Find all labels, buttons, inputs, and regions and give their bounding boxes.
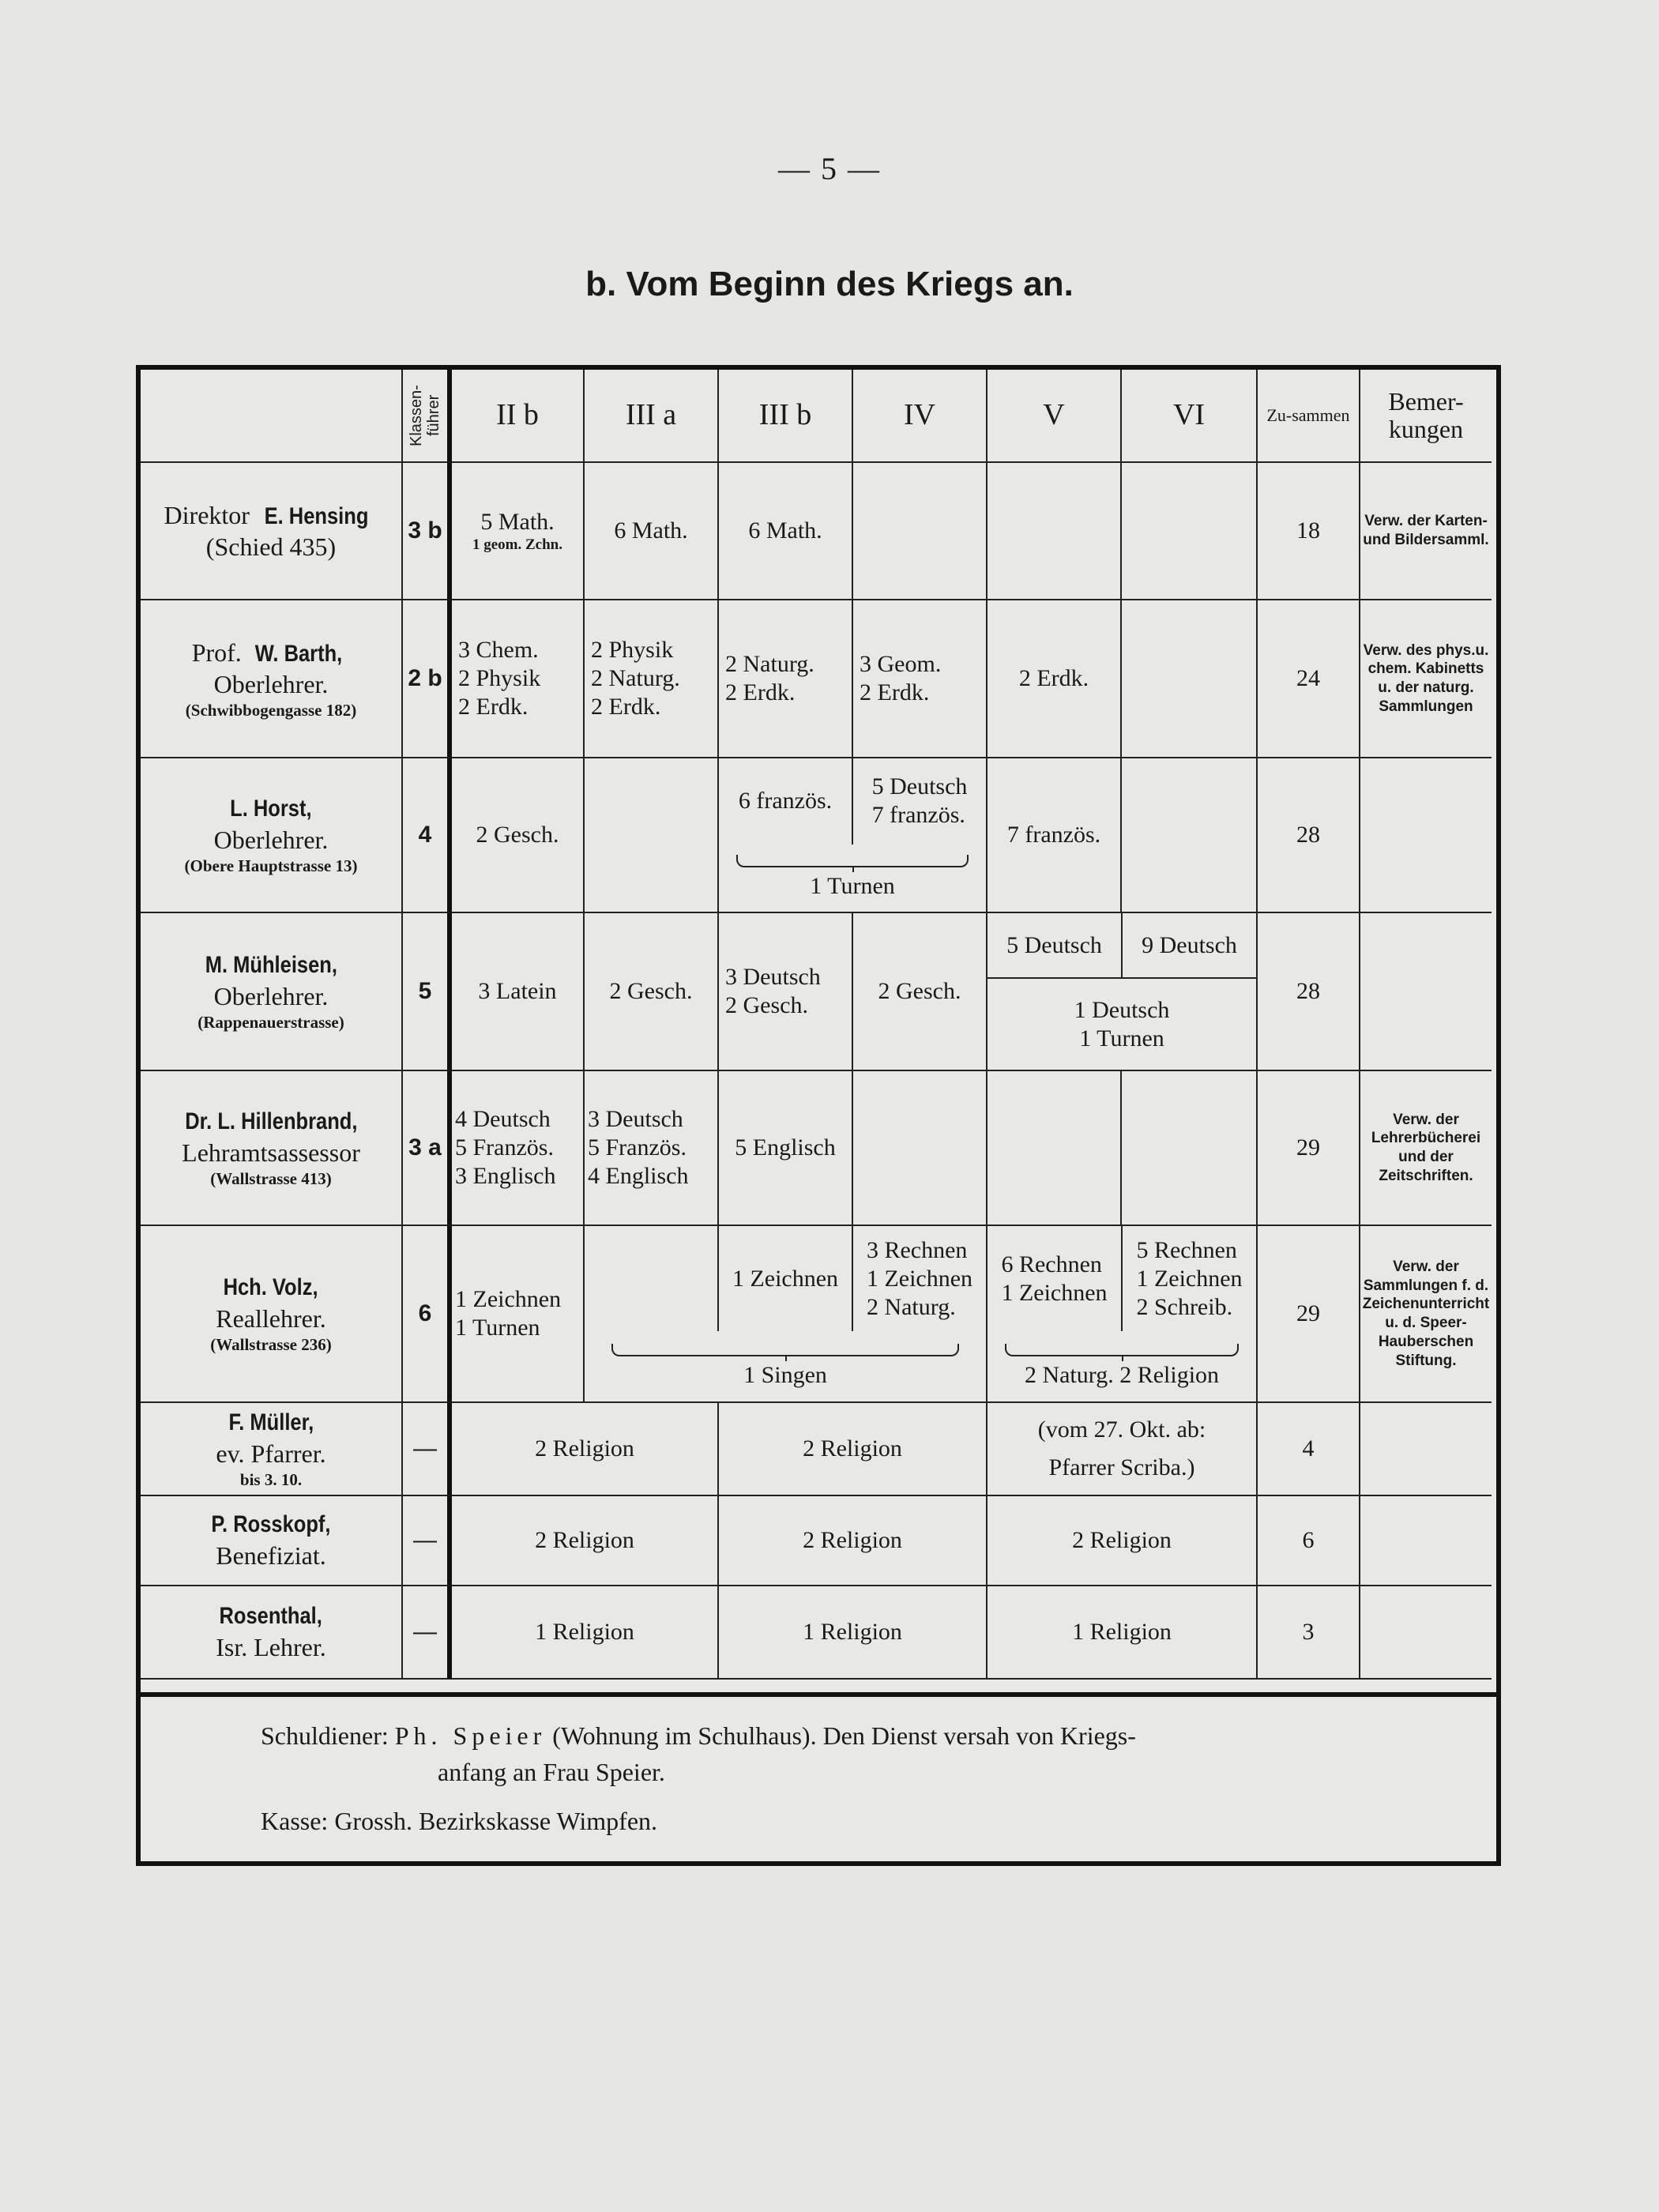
cell-v: 2 Erdk.: [988, 600, 1122, 758]
joint-bottom: [988, 1331, 1256, 1401]
teacher-name: W. Barth,: [255, 640, 343, 667]
cell-v-vi: 2 Religion: [988, 1496, 1258, 1586]
teacher-table: [136, 365, 1501, 1866]
cell-remark: Verw. des phys.u. chem. Kabinetts u. der naturg. Sammlungen: [1360, 600, 1492, 758]
teacher-title: Oberlehrer.: [213, 825, 329, 854]
note: Pfarrer Scriba.): [1048, 1454, 1195, 1480]
cell-iiia: [585, 1226, 719, 1331]
footer-label: Kasse:: [261, 1807, 329, 1835]
lesson: 6 Rechnen: [1001, 1251, 1102, 1277]
cell-iib-iiia: 2 Religion: [452, 1496, 719, 1586]
klassenfuehrer-cell: 3 b: [403, 463, 452, 600]
lesson: 2 Physik: [591, 637, 674, 663]
cell-iib: 3 Latein: [452, 913, 585, 1071]
cell-v: [988, 463, 1122, 600]
lesson: 1 Zeichnen: [732, 1265, 839, 1292]
cell-lines: [591, 636, 680, 721]
cell-remark: Verw. der Sammlungen f. d. Zeichenunterricht u. d. Speer-Hauberschen Stiftung.: [1360, 1226, 1492, 1403]
cell-total: 3: [1258, 1586, 1360, 1680]
lesson: 5 Deutsch: [1006, 931, 1102, 958]
joint-bottom: [988, 979, 1256, 1070]
cell-iiib-iv: 1 Religion: [719, 1586, 988, 1680]
cell-lines: [472, 508, 562, 555]
cell-iiia-iv-joint: [585, 1226, 988, 1403]
lesson: 3 Rechnen: [866, 1236, 968, 1263]
joint-wrapper: [719, 758, 986, 912]
teacher-title: ev. Pfarrer.: [216, 1439, 326, 1468]
header-vi: VI: [1122, 370, 1258, 463]
teacher-name: E. Hensing: [265, 502, 369, 529]
teacher-barth: [141, 600, 403, 758]
joint-wrapper: [988, 913, 1256, 1070]
cell-total: 28: [1258, 758, 1360, 913]
teacher-name-line: [192, 637, 351, 669]
cell-lines: [455, 1105, 556, 1191]
cell-total: 6: [1258, 1496, 1360, 1586]
header-bemerkungen: Bemer-kungen: [1360, 370, 1492, 463]
header-klassenfuehrer-label: Klassen-führer: [408, 385, 442, 446]
joint-bottom: [719, 845, 986, 912]
header-klassenfuehrer: [403, 370, 452, 463]
lesson: 2 Erdk.: [591, 694, 661, 720]
table-grid: [141, 370, 1496, 1680]
footer-schuldiener-cont: anfang an Frau Speier.: [438, 1758, 665, 1786]
cell-v: [988, 1071, 1122, 1226]
cell-iiia: 6 Math.: [585, 463, 719, 600]
cell-iib: [452, 1071, 585, 1226]
joint-top: [585, 1226, 986, 1331]
teacher-prefix: Prof.: [191, 638, 242, 667]
table-footer: [141, 1692, 1496, 1861]
lesson: 6 französ.: [738, 788, 833, 814]
teacher-mueller: [141, 1403, 403, 1496]
teacher-title: Reallehrer.: [216, 1304, 326, 1333]
teacher-name: F. Müller,: [228, 1409, 314, 1436]
cell-iiib-iv-joint: [719, 758, 988, 913]
teacher-title: Isr. Lehrer.: [216, 1632, 326, 1661]
joint-lesson: 1 Deutsch: [1074, 996, 1170, 1023]
lesson: 2 Naturg.: [725, 651, 814, 677]
footer-label: Schuldiener:: [261, 1721, 389, 1750]
cell-lines: [1074, 996, 1170, 1053]
cell-total: 28: [1258, 913, 1360, 1071]
cell-iv: 2 Gesch.: [853, 913, 988, 1071]
cell-iv: [853, 600, 988, 758]
joint-wrapper: [988, 1226, 1256, 1401]
teacher-hensing: [141, 463, 403, 600]
teacher-name: M. Mühleisen,: [205, 952, 337, 979]
teacher-title: Lehramtsassessor: [182, 1138, 360, 1167]
joint-bottom: [585, 1331, 986, 1401]
klassenfuehrer-cell: 2 b: [403, 600, 452, 758]
teacher-name: P. Rosskopf,: [211, 1511, 331, 1538]
brace-mark: [1005, 1344, 1239, 1356]
lesson: 1 geom. Zchn.: [472, 536, 562, 553]
footer-kasse: [261, 1803, 657, 1839]
cell-vi: [1122, 463, 1258, 600]
lesson: 5 Französ.: [455, 1134, 554, 1161]
cell-remark: [1360, 1586, 1492, 1680]
cell-iiia: [585, 758, 719, 913]
cell-iib: [452, 1226, 585, 1403]
section-heading: b. Vom Beginn des Kriegs an.: [585, 265, 1074, 303]
teacher-address: (Wallstrasse 413): [210, 1168, 332, 1188]
joint-top: [988, 913, 1256, 979]
joint-lesson: 2 Naturg. 2 Religion: [1024, 1361, 1220, 1388]
joint-lesson: 1 Singen: [743, 1361, 827, 1388]
joint-top: [988, 1226, 1256, 1331]
cell-iv: [853, 758, 986, 845]
cell-iiia: [585, 1071, 719, 1226]
lesson: 5 Französ.: [588, 1134, 687, 1161]
cell-v-vi: 1 Religion: [988, 1586, 1258, 1680]
cell-vi: [1123, 913, 1256, 977]
cell-iiia: [585, 600, 719, 758]
cell-iiib-iv: 2 Religion: [719, 1403, 988, 1496]
header-teacher: [141, 370, 403, 463]
cell-vi: [1122, 600, 1258, 758]
cell-iv: [853, 1226, 986, 1331]
cell-lines: [1001, 1251, 1107, 1307]
lesson: 3 Englisch: [455, 1163, 556, 1189]
joint-lesson: 1 Turnen: [1079, 1025, 1164, 1051]
cell-iiib: 6 Math.: [719, 463, 853, 600]
lesson: 2 Physik: [458, 665, 541, 691]
cell-remark: [1360, 913, 1492, 1071]
lesson: 2 Erdk.: [860, 679, 930, 705]
teacher-rosskopf: [141, 1496, 403, 1586]
cell-iv: [853, 463, 988, 600]
joint-wrapper: [585, 1226, 986, 1401]
lesson: 5 Deutsch: [871, 773, 968, 800]
cell-iib: [452, 463, 585, 600]
header-v: V: [988, 370, 1122, 463]
cell-v-vi-joint: [988, 913, 1258, 1071]
cell-total: 18: [1258, 463, 1360, 600]
cell-lines: [872, 773, 968, 830]
teacher-title: Oberlehrer.: [213, 981, 329, 1010]
teacher-name: L. Horst,: [230, 796, 312, 822]
cell-iiia: 2 Gesch.: [585, 913, 719, 1071]
teacher-volz: [141, 1226, 403, 1403]
teacher-rosenthal: [141, 1586, 403, 1680]
header-iiib: III b: [719, 370, 853, 463]
lesson: 5 Math.: [480, 508, 555, 535]
lesson: 4 Englisch: [588, 1163, 689, 1189]
footer-text: (Wohnung im Schulhaus). Den Dienst versah von Kriegs-: [552, 1721, 1136, 1750]
header-iib: II b: [452, 370, 585, 463]
lesson: 3 Geom.: [860, 651, 942, 677]
cell-lines: [867, 1236, 972, 1322]
cell-iib: [452, 600, 585, 758]
lesson: 2 Naturg.: [866, 1293, 956, 1320]
lesson: 2 Naturg.: [591, 665, 680, 691]
header-zusammen: Zu-sammen: [1258, 370, 1360, 463]
teacher-name: Hch. Volz,: [224, 1274, 318, 1301]
cell-vi: [1122, 758, 1258, 913]
klassenfuehrer-cell: 6: [403, 1226, 452, 1403]
cell-lines: [1038, 1411, 1206, 1487]
lesson: 3 Chem.: [458, 637, 539, 663]
cell-lines: [455, 1285, 561, 1342]
lesson: 7 französ.: [871, 802, 965, 829]
lesson: 1 Zeichnen: [455, 1286, 562, 1312]
lesson: 1 Zeichnen: [1001, 1279, 1108, 1306]
klassenfuehrer-cell: 5: [403, 913, 452, 1071]
lesson: 5 Rechnen: [1136, 1236, 1237, 1263]
lesson: 2 Schreib.: [1136, 1293, 1233, 1320]
brace-mark: [736, 855, 969, 867]
klassenfuehrer-cell: —: [403, 1496, 452, 1586]
cell-iiib: 5 Englisch: [719, 1071, 853, 1226]
cell-vi: [1123, 1226, 1256, 1331]
lesson: 3 Deutsch: [588, 1106, 683, 1132]
lesson: 2 Erdk.: [725, 679, 796, 705]
cell-lines: [1136, 1236, 1242, 1322]
teacher-hillenbrand: [141, 1071, 403, 1226]
teacher-horst: [141, 758, 403, 913]
brace-mark: [611, 1344, 960, 1356]
teacher-title: Oberlehrer.: [213, 670, 329, 699]
cell-total: 4: [1258, 1403, 1360, 1496]
cell-lines: [458, 636, 540, 721]
teacher-detail: (Schied 435): [205, 532, 337, 562]
cell-vi: [1122, 1071, 1258, 1226]
header-iiia: III a: [585, 370, 719, 463]
cell-remark: Verw. der Lehrerbücherei und der Zeitschriften.: [1360, 1071, 1492, 1226]
cell-lines: [860, 650, 941, 707]
cell-lines: [588, 1105, 689, 1191]
cell-lines: [725, 963, 821, 1020]
teacher-title: Benefiziat.: [216, 1540, 326, 1570]
cell-iib-iiia: 2 Religion: [452, 1403, 719, 1496]
teacher-name: Rosenthal,: [219, 1603, 323, 1630]
lesson: 1 Zeichnen: [1136, 1265, 1243, 1292]
cell-iiib: [719, 1226, 853, 1331]
cell-v: [988, 913, 1123, 977]
cell-v: 7 französ.: [988, 758, 1122, 913]
lesson: 2 Gesch.: [725, 992, 808, 1018]
lesson: 4 Deutsch: [455, 1106, 551, 1132]
teacher-address: (Schwibbogengasse 182): [185, 701, 357, 720]
cell-remark: Verw. der Karten- und Bildersamml.: [1360, 463, 1492, 600]
cell-remark: [1360, 1496, 1492, 1586]
cell-total: 29: [1258, 1226, 1360, 1403]
cell-v: [988, 1226, 1123, 1331]
teacher-muehleisen: [141, 913, 403, 1071]
klassenfuehrer-cell: —: [403, 1403, 452, 1496]
cell-iv: [853, 1071, 988, 1226]
klassenfuehrer-cell: 3 a: [403, 1071, 452, 1226]
teacher-prefix: Direktor: [164, 500, 250, 529]
teacher-address: (Rappenauerstrasse): [198, 1012, 344, 1032]
cell-total: 24: [1258, 600, 1360, 758]
page-number: — 5 —: [778, 151, 881, 186]
lesson: 3 Deutsch: [725, 964, 821, 990]
lesson: 2 Erdk.: [458, 694, 529, 720]
joint-lesson: 1 Turnen: [810, 873, 895, 900]
lesson: 1 Zeichnen: [866, 1265, 973, 1292]
cell-lines: [725, 650, 814, 707]
cell-v-vi: [988, 1403, 1258, 1496]
cell-iiib: [719, 913, 853, 1071]
cell-iiib-iv: 2 Religion: [719, 1496, 988, 1586]
lesson: 9 Deutsch: [1142, 931, 1237, 958]
cell-iib-iiia: 1 Religion: [452, 1586, 719, 1680]
note: (vom 27. Okt. ab:: [1037, 1416, 1206, 1443]
teacher-address: (Wallstrasse 236): [210, 1334, 332, 1354]
footer-text: Grossh. Bezirkskasse Wimpfen.: [334, 1807, 658, 1835]
cell-remark: [1360, 758, 1492, 913]
joint-top: [719, 758, 986, 845]
teacher-name: Dr. L. Hillenbrand,: [184, 1108, 358, 1135]
teacher-name-line: [164, 499, 378, 532]
cell-iiib: [719, 600, 853, 758]
header-iv: IV: [853, 370, 988, 463]
cell-v-vi-joint: [988, 1226, 1258, 1403]
cell-remark: [1360, 1403, 1492, 1496]
cell-iib: 2 Gesch.: [452, 758, 585, 913]
footer-schuldiener: [261, 1717, 1136, 1754]
klassenfuehrer-cell: 4: [403, 758, 452, 913]
teacher-address: (Obere Hauptstrasse 13): [184, 856, 358, 875]
footer-name: Ph. Speier: [394, 1721, 547, 1750]
cell-iiib: [719, 758, 853, 845]
klassenfuehrer-cell: —: [403, 1586, 452, 1680]
lesson: 1 Turnen: [455, 1315, 540, 1341]
teacher-address: bis 3. 10.: [239, 1469, 303, 1489]
cell-total: 29: [1258, 1071, 1360, 1226]
